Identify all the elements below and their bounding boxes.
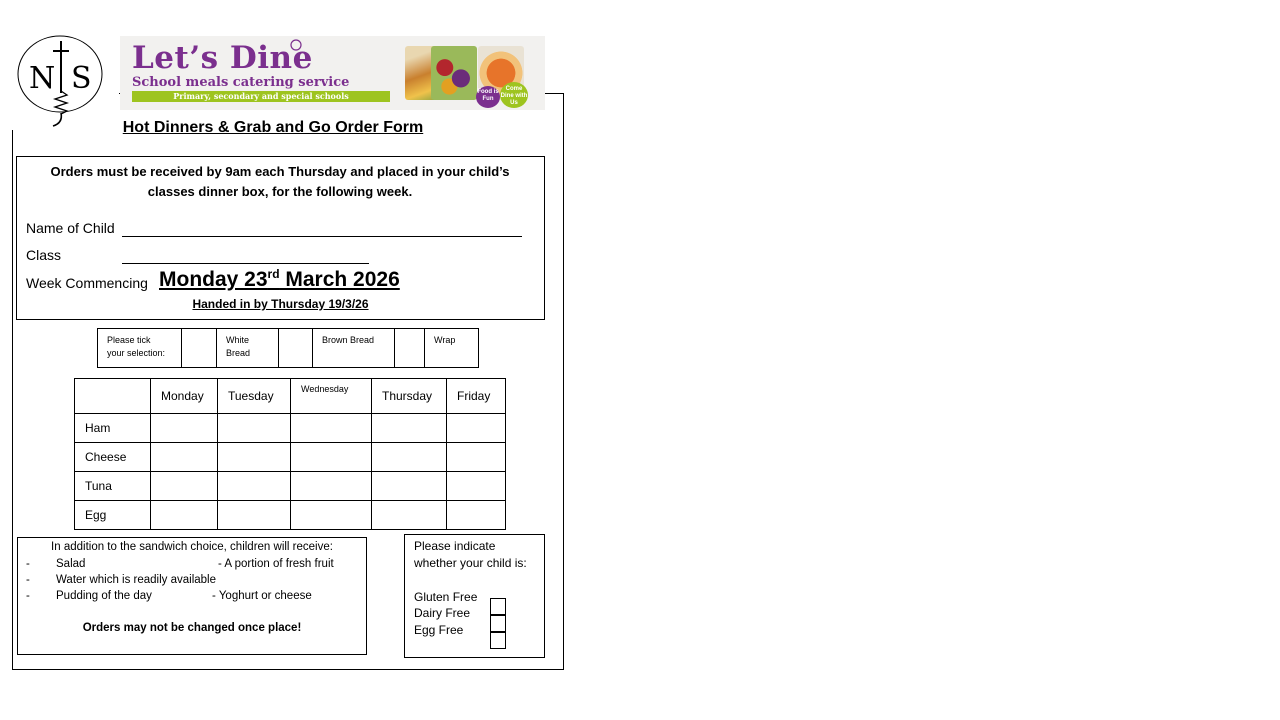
name-label: Name of Child: [26, 220, 115, 236]
banner-strip: Primary, secondary and special schools: [132, 91, 390, 102]
wrap-label: Wrap: [434, 335, 456, 345]
order-cell[interactable]: [218, 501, 291, 530]
chef-hat-icon: [290, 39, 302, 51]
order-cell[interactable]: [291, 414, 372, 443]
day-header: Friday: [447, 379, 506, 414]
order-cell[interactable]: [291, 443, 372, 472]
food-photo-fruit: [431, 46, 477, 100]
wrap-tick[interactable]: [395, 329, 425, 368]
svg-text:S: S: [71, 61, 92, 96]
badge-come-dine: Come Dine with Us: [500, 82, 528, 108]
order-cell[interactable]: [372, 472, 447, 501]
white-bread-tick[interactable]: [182, 329, 217, 368]
sandwich-order-grid: [74, 378, 506, 530]
bullet: -: [26, 558, 30, 570]
filling-label: Egg: [75, 501, 151, 530]
extras-item-right: - A portion of fresh fruit: [218, 558, 334, 570]
white-bread-line2: Bread: [226, 348, 251, 358]
filling-label: Cheese: [75, 443, 151, 472]
class-field[interactable]: [122, 263, 369, 264]
school-logo: [16, 33, 106, 128]
grid-header-row: [75, 379, 506, 414]
bullet: -: [26, 590, 30, 602]
brown-bread-tick[interactable]: [279, 329, 313, 368]
table-row: [75, 414, 506, 443]
table-row: [75, 472, 506, 501]
extras-item-right: - Yoghurt or cheese: [212, 590, 312, 602]
day-header: Wednesday: [291, 379, 372, 414]
order-cell[interactable]: [151, 501, 218, 530]
filling-label: Ham: [75, 414, 151, 443]
week-label: Week Commencing: [26, 275, 148, 291]
order-cell[interactable]: [218, 443, 291, 472]
week-suffix: rd: [267, 267, 280, 281]
dietary-prompt: Please indicate whether your child is:: [414, 539, 527, 570]
extras-item: Salad: [56, 558, 86, 570]
diet-option-dairy: Dairy Free: [414, 606, 471, 620]
bread-selection-table: [97, 328, 479, 368]
order-cell[interactable]: [291, 472, 372, 501]
gluten-free-checkbox[interactable]: [490, 598, 506, 615]
week-commencing-value: [159, 268, 400, 292]
order-cell[interactable]: [218, 472, 291, 501]
lets-dine-banner: [120, 36, 545, 110]
banner-subtitle: School meals catering service: [132, 75, 350, 90]
day-header: Monday: [151, 379, 218, 414]
handed-in-date: Handed in by Thursday 19/3/26: [192, 297, 369, 311]
order-cell[interactable]: [372, 443, 447, 472]
diet-option-egg: Egg Free: [414, 623, 464, 637]
order-cell[interactable]: [218, 414, 291, 443]
svg-text:N: N: [29, 61, 56, 96]
order-cell[interactable]: [447, 472, 506, 501]
form-title: Hot Dinners & Grab and Go Order Form: [122, 119, 424, 136]
order-cell[interactable]: [447, 501, 506, 530]
extras-item: Water which is readily available: [56, 574, 217, 586]
order-cell[interactable]: [291, 501, 372, 530]
brown-bread-label: Brown Bread: [322, 335, 375, 345]
change-warning: Orders may not be changed once place!: [82, 622, 302, 634]
egg-free-checkbox[interactable]: [490, 632, 506, 649]
filling-label: Tuna: [75, 472, 151, 501]
class-label: Class: [26, 247, 62, 263]
week-month: March 2026: [279, 268, 400, 291]
grid-corner-cell: [75, 379, 151, 414]
order-cell[interactable]: [447, 414, 506, 443]
diet-option-gluten: Gluten Free: [414, 590, 478, 604]
white-bread-line1: White: [226, 335, 250, 345]
table-row: [75, 443, 506, 472]
school-crest-icon: [16, 33, 106, 128]
week-day: Monday 23: [159, 268, 268, 291]
order-cell[interactable]: [151, 472, 218, 501]
day-header: Thursday: [372, 379, 447, 414]
badge-food-fun: Food is Fun: [476, 86, 500, 108]
table-row: [75, 501, 506, 530]
order-cell[interactable]: [151, 414, 218, 443]
bread-prompt-line1: Please tick: [107, 335, 151, 345]
bread-prompt-line2: your selection:: [107, 348, 166, 358]
order-cell[interactable]: [372, 414, 447, 443]
extras-item: Pudding of the day: [56, 590, 152, 602]
order-notice: Orders must be received by 9am each Thursday and placed in your child’s classes dinner box, for the following week.: [50, 164, 510, 199]
wrap-label-cell: [425, 329, 479, 368]
extras-intro: In addition to the sandwich choice, children will receive:: [51, 541, 333, 553]
order-cell[interactable]: [372, 501, 447, 530]
bread-prompt-cell: [98, 329, 182, 368]
white-bread-label-cell: [217, 329, 279, 368]
brown-bread-label-cell: [313, 329, 395, 368]
banner-title: Let’s Dine: [132, 40, 313, 76]
name-field[interactable]: [122, 236, 522, 237]
dairy-free-checkbox[interactable]: [490, 615, 506, 632]
day-header: Tuesday: [218, 379, 291, 414]
order-cell[interactable]: [447, 443, 506, 472]
order-cell[interactable]: [151, 443, 218, 472]
bullet: -: [26, 574, 30, 586]
